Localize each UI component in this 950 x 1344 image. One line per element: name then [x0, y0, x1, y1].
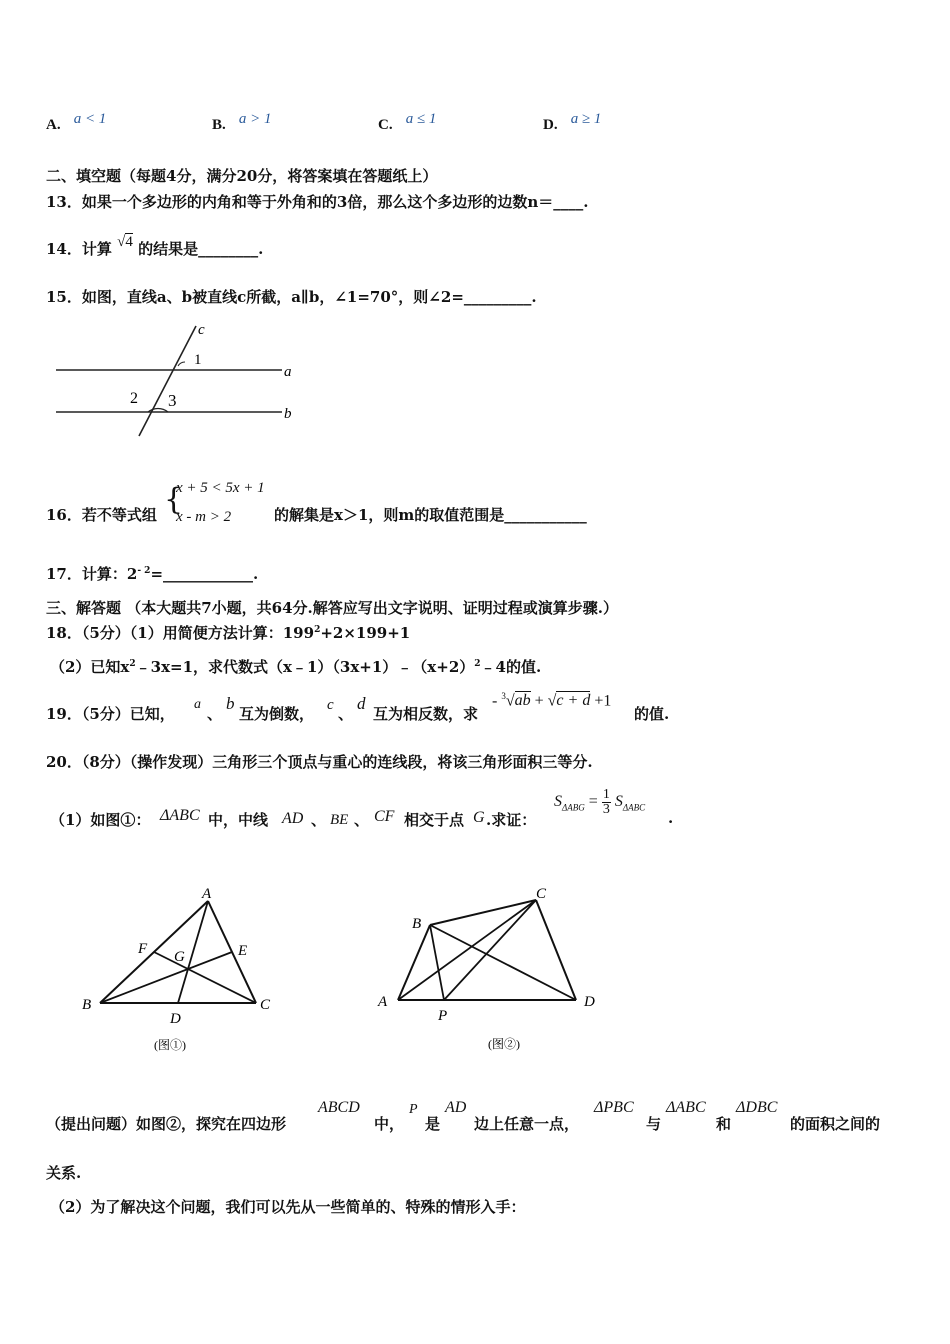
vertex-d: D — [584, 994, 595, 1010]
label-a: a — [284, 364, 292, 380]
q16-suffix: 的解集是x＞1，则m的取值范围是___________ — [274, 506, 587, 524]
var-b: b — [226, 694, 235, 713]
vertex-c: C — [536, 886, 547, 902]
side-cd — [536, 900, 576, 1000]
q20-yu: 与 — [646, 1115, 662, 1133]
frac-den: 3 — [602, 802, 610, 817]
quadrilateral-abcd: ABCD — [318, 1099, 360, 1116]
option-label: D. — [543, 117, 558, 133]
sqrt-body: c + d — [556, 692, 591, 710]
q20-end: . — [668, 809, 674, 827]
q20-problem-a: （提出问题）如图②，探究在四边形 — [46, 1115, 287, 1133]
var-a: a — [194, 697, 201, 712]
q19-suffix: 的值. — [634, 705, 670, 723]
sep: 、 — [207, 705, 223, 723]
median-be: BE — [330, 812, 349, 828]
option-a[interactable] — [46, 111, 107, 134]
section-2-heading: 二、填空题（每题4分，满分20分，将答案填在答题纸上） — [46, 167, 438, 185]
area-sub: ΔABC — [622, 802, 646, 813]
option-label: C. — [378, 117, 393, 133]
vertex-c: C — [260, 997, 271, 1013]
label-b: b — [284, 406, 292, 422]
question-18-part1 — [46, 622, 410, 643]
q14-prefix: 14．计算 — [46, 240, 112, 258]
triangle-dbc: ΔDBC — [736, 1099, 778, 1116]
option-expr: a ≥ 1 — [570, 111, 602, 127]
q18-p2-exp2: 2 — [474, 659, 481, 669]
radicand: 4 — [125, 234, 133, 250]
q20-problem-d: 边上任意一点， — [474, 1115, 580, 1133]
q20-problem-e: 的面积之间的 — [790, 1115, 881, 1133]
question-15: 15．如图，直线a、b被直线c所截，a∥b，∠1=70°，则∠2=_________. — [46, 288, 537, 306]
triangle-pbc: ΔPBC — [594, 1099, 634, 1116]
figure-2-quadrilateral — [370, 878, 610, 1054]
figure-1-caption: (图①) — [154, 1038, 186, 1052]
minus-sign: - — [492, 692, 498, 710]
vertex-b: B — [82, 997, 92, 1013]
q18-text: 18．（5分）（1）用简便方法计算：199 — [46, 624, 315, 642]
label-angle-2: 2 — [130, 390, 138, 407]
point-g: G — [473, 809, 485, 826]
cube-root-body: ab — [514, 692, 531, 710]
var-d: d — [357, 694, 366, 713]
q20-part1-c: 相交于点 — [404, 811, 465, 829]
q20-problem-b: 中， — [374, 1115, 405, 1133]
label-angle-1: 1 — [194, 352, 202, 368]
plus-one: +1 — [594, 692, 612, 710]
label-c: c — [198, 322, 205, 338]
area-equation — [554, 788, 645, 817]
q18-text-b: +2×199+1 — [320, 624, 411, 642]
vertex-a: A — [378, 994, 388, 1010]
figure-2-caption: (图②) — [488, 1037, 520, 1051]
q18-p2-a: （2）已知x — [50, 658, 130, 676]
question-17 — [46, 563, 258, 584]
option-c[interactable] — [378, 111, 437, 134]
q20-part1-d: .求证： — [486, 811, 537, 829]
equals-sign: = — [588, 793, 598, 811]
plus-sign: + — [534, 692, 544, 710]
median-ad: AD — [282, 810, 304, 827]
sep: 、 — [354, 811, 370, 829]
median-be — [100, 952, 232, 1003]
q18-p2-exp: 2 — [129, 659, 136, 669]
q16-prefix: 16．若不等式组 — [46, 506, 157, 524]
q18-p2-b: ﹣3x=1，求代数式（x﹣1）（3x+1）﹣（x+2） — [135, 658, 475, 676]
point-e: E — [238, 943, 248, 959]
sep: 、 — [311, 811, 327, 829]
median-cf — [154, 952, 256, 1003]
q19-mid1: 互为倒数， — [239, 705, 315, 723]
question-13: 13．如果一个多边形的内角和等于外角和的3倍，那么这个多边形的边数n＝____. — [46, 193, 589, 211]
q20-problem-c: 是 — [425, 1115, 441, 1133]
question-18-part2 — [50, 656, 541, 677]
option-expr: a < 1 — [73, 111, 107, 127]
line-c — [139, 326, 196, 436]
triangle-abc: ΔABC — [666, 1099, 706, 1116]
q19-expression: - $^3$√ab + √c + d +1 — [492, 691, 612, 710]
q18-exp: 2 — [314, 625, 321, 635]
angle-arc-1 — [178, 362, 185, 366]
q18-p2-c: ﹣4的值. — [480, 658, 542, 676]
q20-he: 和 — [716, 1115, 732, 1133]
option-label: B. — [212, 117, 226, 133]
q14-suffix: 的结果是________. — [138, 240, 264, 258]
area-symbol: S — [614, 793, 623, 811]
point-g: G — [174, 949, 185, 965]
side-ad: AD — [445, 1099, 467, 1116]
point-p: P — [409, 1102, 418, 1117]
var-c: c — [327, 697, 334, 713]
q17-text: 17．计算：2 — [46, 565, 138, 583]
triangle-abc: ΔABC — [160, 807, 200, 824]
inequality-2: x - m > 2 — [176, 509, 232, 525]
frac-num: 1 — [602, 787, 610, 802]
point-p: P — [438, 1008, 448, 1024]
option-label: A. — [46, 117, 61, 133]
area-symbol: S — [554, 793, 562, 811]
option-expr: a ≤ 1 — [405, 111, 437, 127]
fraction-one-third — [602, 788, 611, 817]
sep: 、 — [338, 705, 354, 723]
system-brace: { — [164, 482, 184, 517]
sqrt-expression: √4 — [117, 234, 133, 250]
segment-bp — [430, 925, 444, 1000]
q20-part2: （2）为了解决这个问题，我们可以先从一些简单的、特殊的情形入手： — [50, 1198, 526, 1216]
q19-mid2: 互为相反数，求 — [373, 705, 479, 723]
segment-pc — [444, 900, 536, 1000]
figure-1-triangle — [70, 885, 290, 1055]
option-b[interactable] — [212, 111, 272, 134]
question-14 — [46, 234, 264, 259]
point-f: F — [138, 941, 148, 957]
vertex-b: B — [412, 916, 422, 932]
q20-problem-f: 关系. — [46, 1164, 82, 1182]
vertex-a: A — [202, 886, 212, 902]
q20-part1-a: （1）如图①： — [50, 811, 151, 829]
area-sub: ΔABG — [562, 802, 585, 813]
median-cf: CF — [374, 808, 395, 825]
q20-intro: 20．（8分）（操作发现）三角形三个顶点与重心的连线段，将该三角形面积三等分. — [46, 753, 593, 771]
q20-part1-b: 中，中线 — [208, 811, 269, 829]
q19-prefix: 19．（5分）已知， — [46, 705, 175, 723]
q17-answer: =____________. — [150, 565, 259, 583]
inequality-1: x + 5 < 5x + 1 — [176, 480, 265, 496]
point-d: D — [170, 1011, 181, 1027]
option-d[interactable] — [543, 111, 602, 134]
section-3-heading: 三、解答题 （本大题共7小题，共64分.解答应写出文字说明、证明过程或演算步骤.） — [46, 599, 618, 617]
figure-parallel-lines — [50, 320, 310, 438]
label-angle-3: 3 — [168, 391, 177, 410]
option-expr: a > 1 — [238, 111, 272, 127]
cube-root-index: 3 — [501, 691, 506, 701]
q17-exponent: - 2 — [137, 566, 151, 576]
